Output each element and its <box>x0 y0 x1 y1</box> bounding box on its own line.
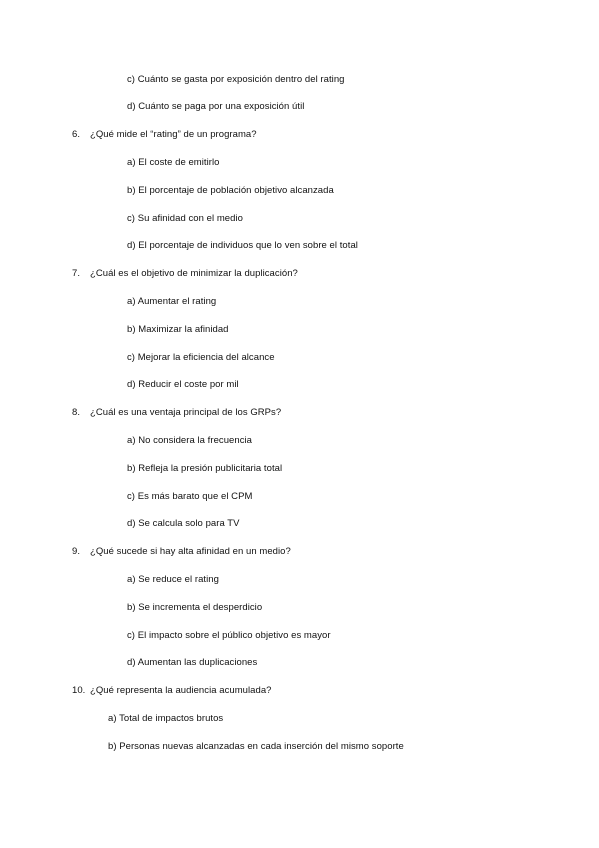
question-number: 8. <box>72 407 81 418</box>
option-7a: a) Aumentar el rating <box>127 296 217 307</box>
option-5d: d) Cuánto se paga por una exposición útil <box>127 101 305 112</box>
question-text: ¿Qué mide el “rating” de un programa? <box>90 129 257 140</box>
option-7d: d) Reducir el coste por mil <box>127 379 239 390</box>
question-text: ¿Cuál es una ventaja principal de los GRPs? <box>90 407 282 418</box>
option-6a: a) El coste de emitirlo <box>127 157 220 168</box>
option-6c: c) Su afinidad con el medio <box>127 213 243 224</box>
option-8d: d) Se calcula solo para TV <box>127 518 240 529</box>
question-text: ¿Qué sucede si hay alta afinidad en un medio? <box>90 546 291 557</box>
option-7b: b) Maximizar la afinidad <box>127 324 229 335</box>
option-9b: b) Se incrementa el desperdicio <box>127 602 263 613</box>
option-5c: c) Cuánto se gasta por exposición dentro del rating <box>127 74 345 85</box>
option-9d: d) Aumentan las duplicaciones <box>127 657 258 668</box>
question-number: 9. <box>72 546 81 557</box>
option-6b: b) El porcentaje de población objetivo alcanzada <box>127 185 334 196</box>
option-8c: c) Es más barato que el CPM <box>127 491 253 502</box>
option-9c: c) El impacto sobre el público objetivo es mayor <box>127 630 331 641</box>
option-8b: b) Refleja la presión publicitaria total <box>127 463 283 474</box>
option-9a: a) Se reduce el rating <box>127 574 219 585</box>
question-text: ¿Qué representa la audiencia acumulada? <box>90 685 272 696</box>
question-number: 10. <box>72 685 86 696</box>
option-10a: a) Total de impactos brutos <box>108 713 224 724</box>
question-number: 7. <box>72 268 81 279</box>
question-number: 6. <box>72 129 81 140</box>
option-6d: d) El porcentaje de individuos que lo ven sobre el total <box>127 240 358 251</box>
option-10b: b) Personas nuevas alcanzadas en cada inserción del mismo soporte <box>108 741 404 752</box>
option-8a: a) No considera la frecuencia <box>127 435 253 446</box>
question-text: ¿Cuál es el objetivo de minimizar la duplicación? <box>90 268 298 279</box>
option-7c: c) Mejorar la eficiencia del alcance <box>127 352 275 363</box>
